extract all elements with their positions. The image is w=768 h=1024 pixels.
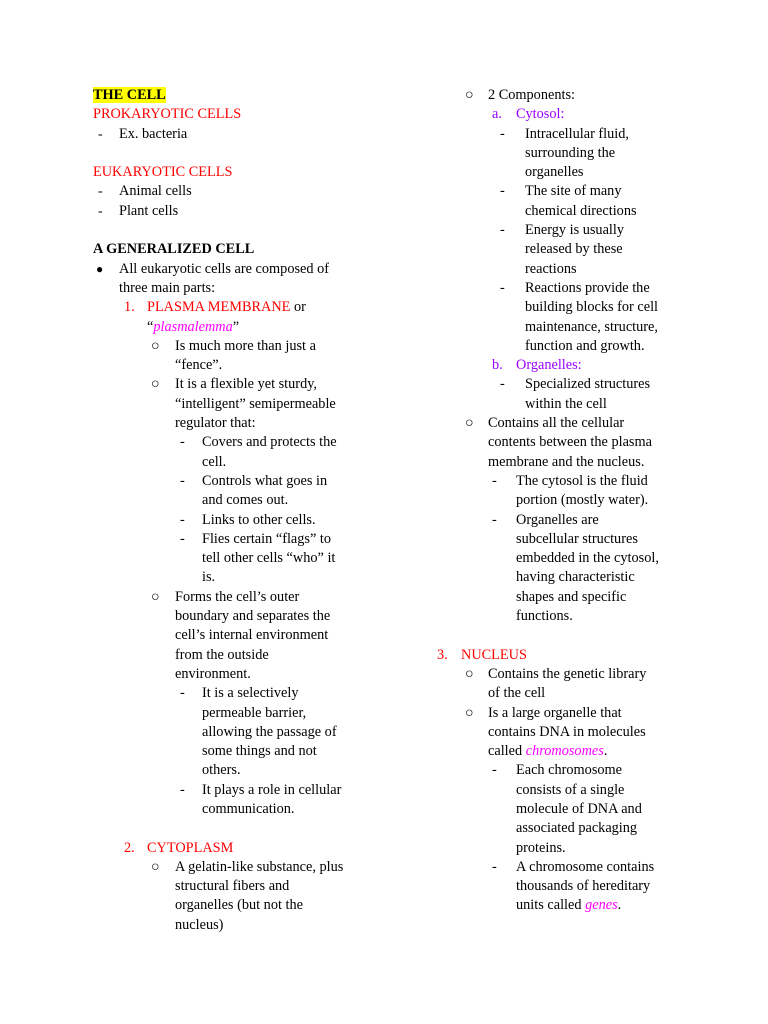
generalized-heading: A GENERALIZED CELL	[93, 241, 255, 258]
circle-marker: ○	[151, 858, 160, 875]
list-item-line: contains DNA in molecules	[488, 723, 646, 740]
list-item-line: organelles (but not the	[175, 897, 303, 914]
dash-marker: -	[180, 781, 185, 798]
section-cytoplasm: 2. CYTOPLASM	[93, 839, 368, 858]
dash-marker: -	[500, 125, 505, 142]
dash-marker: -	[500, 222, 505, 239]
list-item-line: and comes out.	[202, 492, 289, 509]
list-item-line: function and growth.	[525, 337, 645, 354]
list-item-line: building blocks for cell	[525, 299, 659, 316]
circle-marker: ○	[465, 665, 474, 682]
list-item-line: regulator that:	[175, 415, 256, 432]
list-item-line: “fence”.	[175, 357, 223, 374]
list-item-line: maintenance, structure,	[525, 318, 658, 335]
document-title: THE CELL	[93, 87, 166, 103]
list-item-line: called chromosomes.	[488, 743, 608, 760]
dash-marker: -	[180, 511, 185, 528]
list-item-line: functions.	[516, 608, 573, 625]
list-item-line: subcellular structures	[516, 530, 638, 547]
plasmalemma-term: “plasmalemma”	[147, 318, 240, 335]
dash-marker: -	[98, 203, 103, 219]
list-item-line: portion (mostly water).	[516, 492, 649, 509]
list-item: - The cytosol is the fluid	[465, 472, 675, 491]
list-item-line: reactions	[525, 260, 577, 277]
list-item-line: “intelligent” semipermeable	[175, 395, 336, 412]
dash-marker: -	[180, 685, 185, 702]
list-item: ○ It is a flexible yet sturdy,	[93, 375, 368, 394]
circle-marker: ○	[151, 337, 160, 354]
dash-marker: -	[500, 279, 505, 296]
cytosol-heading: a. Cytosol:	[465, 105, 675, 124]
dash-marker: a.	[492, 106, 502, 123]
prokaryotic-heading: PROKARYOTIC CELLS	[93, 106, 242, 123]
list-item: ○ A gelatin-like substance, plus	[93, 858, 368, 877]
list-item: - Organelles are	[465, 511, 675, 530]
list-item: - It plays a role in cellular	[93, 781, 368, 800]
dash-marker: -	[500, 183, 505, 200]
list-item-line: proteins.	[516, 839, 566, 856]
chromosomes-term: chromosomes	[525, 743, 604, 760]
list-item-line: from the outside	[175, 646, 269, 663]
list-item-line: associated packaging	[516, 820, 638, 837]
dash-marker: -	[180, 472, 185, 489]
list-item: - Intracellular fluid,	[465, 125, 675, 144]
section-nucleus: 3. NUCLEUS	[437, 646, 527, 663]
list-item-line: is.	[202, 569, 216, 586]
dash-marker: -	[492, 762, 497, 779]
bullet-marker: ●	[96, 261, 104, 276]
dash-marker: -	[98, 184, 103, 200]
list-item: ○ Is much more than just a	[93, 337, 368, 356]
list-item: - It is a selectively	[93, 684, 368, 703]
organelles-heading: b. Organelles:	[465, 356, 675, 375]
list-item: ○ Contains the genetic library	[465, 665, 675, 684]
left-column	[93, 86, 368, 935]
list-item: ○ Is a large organelle that	[465, 704, 675, 723]
list-item-line: environment.	[175, 665, 251, 682]
list-item-line: membrane and the nucleus.	[488, 453, 645, 470]
dash-marker: b.	[492, 357, 503, 374]
list-item: - Covers and protects the	[93, 433, 368, 452]
circle-marker: ○	[151, 376, 160, 393]
list-item-line: of the cell	[488, 685, 546, 702]
list-item: - A chromosome contains	[465, 858, 675, 877]
list-item-line: embedded in the cytosol,	[516, 550, 659, 567]
list-item-line: three main parts:	[119, 279, 216, 296]
dash-marker: -	[492, 511, 497, 528]
circle-marker: ○	[465, 704, 474, 721]
eukaryotic-heading: EUKARYOTIC CELLS	[93, 164, 233, 181]
dash-marker: 2.	[124, 839, 135, 856]
circle-marker: ○	[151, 588, 160, 605]
list-item-line: shapes and specific	[516, 588, 627, 605]
list-item-line: units called genes.	[516, 897, 622, 914]
list-item: - Links to other cells.	[93, 511, 368, 530]
list-item-line: released by these	[525, 241, 623, 258]
circle-marker: ○	[465, 87, 474, 103]
list-item-line: thousands of hereditary	[516, 878, 651, 895]
list-item-line: cell’s internal environment	[175, 627, 329, 644]
list-item: - Reactions provide the	[465, 279, 675, 298]
list-item-line: structural fibers and	[175, 878, 290, 895]
list-item: - Specialized structures	[465, 375, 675, 394]
list-item: - Controls what goes in	[93, 472, 368, 491]
list-item: - Plant cells	[93, 202, 368, 221]
dash-marker: 1.	[124, 299, 135, 316]
list-item-line: nucleus)	[175, 916, 224, 933]
list-item: - Ex. bacteria	[93, 125, 368, 144]
list-item-line: allowing the passage of	[202, 723, 337, 740]
list-item: ● All eukaryotic cells are composed of	[93, 260, 368, 279]
list-item-line: cell.	[202, 453, 227, 470]
list-item: ○ 2 Components:	[465, 86, 675, 105]
list-item: - Energy is usually	[465, 221, 675, 240]
section-plasma-membrane: 1. PLASMA MEMBRANE or	[93, 298, 368, 317]
list-item-line: tell other cells “who” it	[202, 550, 336, 567]
list-item-line: others.	[202, 762, 241, 779]
list-item-line: communication.	[202, 800, 295, 817]
circle-marker: ○	[465, 415, 474, 432]
list-item-line: having characteristic	[516, 569, 635, 586]
list-item-line: within the cell	[525, 395, 607, 412]
list-item-line: contents between the plasma	[488, 434, 652, 451]
dash-marker: -	[500, 376, 505, 393]
list-item-line: surrounding the	[525, 144, 616, 161]
list-item: - Flies certain “flags” to	[93, 530, 368, 549]
dash-marker: -	[180, 530, 185, 547]
genes-term: genes	[585, 897, 618, 914]
right-column	[437, 86, 675, 916]
list-item: - Each chromosome	[465, 761, 675, 780]
list-item-line: permeable barrier,	[202, 704, 307, 721]
dash-marker: -	[492, 472, 497, 489]
list-item-line: molecule of DNA and	[516, 800, 642, 817]
list-item-line: chemical directions	[525, 202, 637, 219]
dash-marker: -	[98, 126, 103, 142]
list-item: - The site of many	[465, 182, 675, 201]
list-item-line: organelles	[525, 164, 584, 181]
list-item: ○ Forms the cell’s outer	[93, 588, 368, 607]
dash-marker: -	[180, 434, 185, 451]
dash-marker: -	[492, 858, 497, 875]
list-item-line: consists of a single	[516, 781, 625, 798]
list-item: ○ Contains all the cellular	[465, 414, 675, 433]
list-item-line: some things and not	[202, 743, 317, 760]
list-item-line: boundary and separates the	[175, 608, 331, 625]
list-item: - Animal cells	[93, 182, 368, 201]
